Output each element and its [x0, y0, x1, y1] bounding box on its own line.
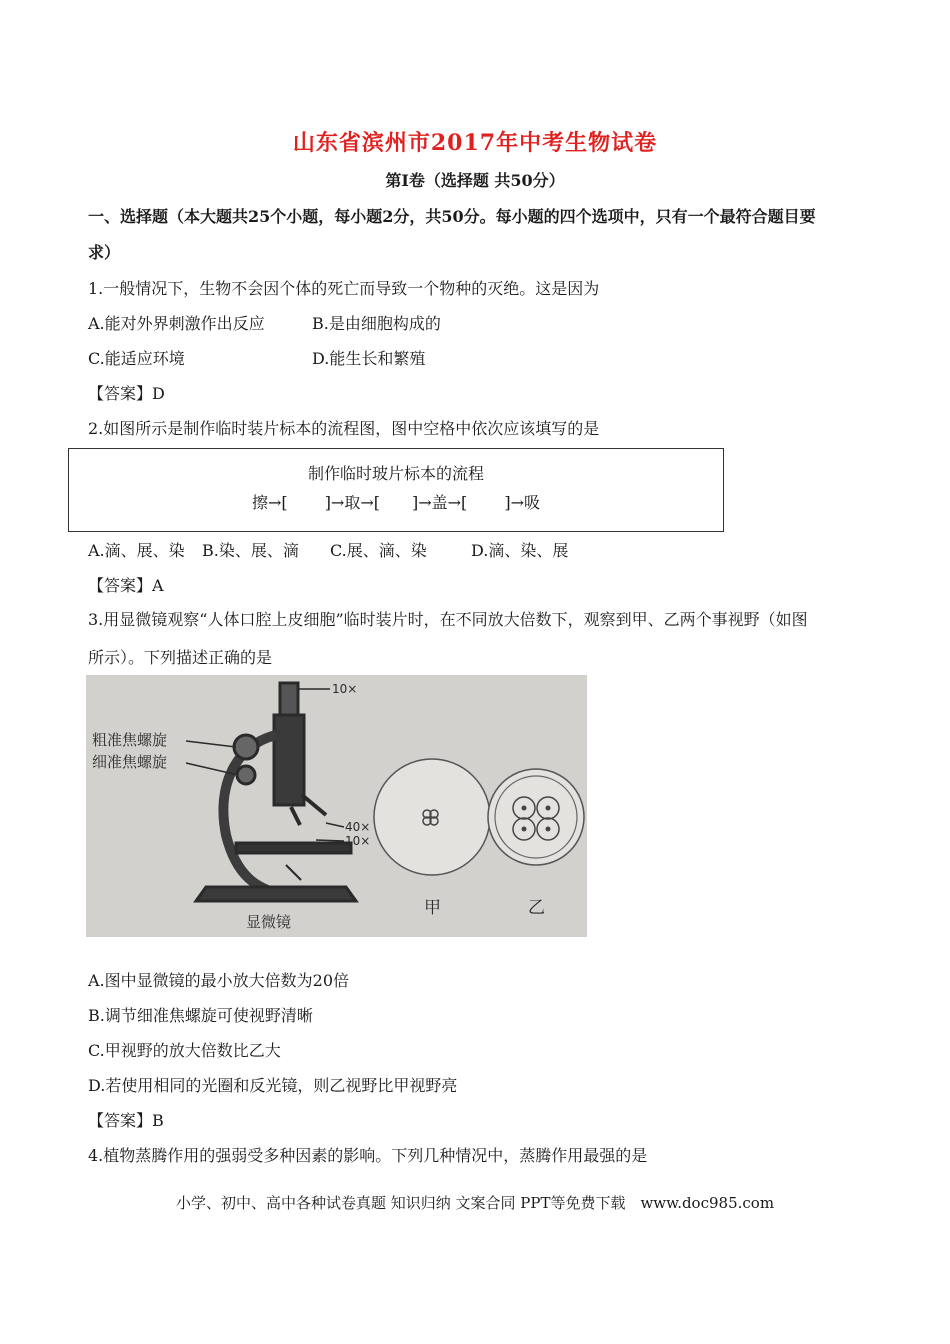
label-yi: 乙 — [528, 898, 545, 918]
q3-option-c: C.甲视野的放大倍数比乙大 — [88, 1041, 281, 1060]
section-heading-line2: 求） — [88, 243, 121, 262]
q1-answer: 【答案】D — [88, 384, 165, 403]
q1-option-b: B.是由细胞构成的 — [312, 314, 441, 333]
q3-option-b: B.调节细准焦螺旋可使视野清晰 — [88, 1006, 313, 1025]
q1-option-a: A.能对外界刺激作出反应 — [88, 314, 265, 333]
label-objective-10x: 10× — [345, 834, 371, 848]
page-footer: 小学、初中、高中各种试卷真题 知识归纳 文案合同 PPT等免费下载 www.doc985.com — [175, 1194, 775, 1212]
q2-option-a: A.滴、展、染 — [88, 541, 185, 560]
q1-option-c: C.能适应环境 — [88, 349, 185, 368]
label-fine-focus: 细准焦螺旋 — [92, 753, 168, 771]
view-jia — [374, 759, 490, 875]
q2-option-b: B.染、展、滴 — [202, 541, 299, 560]
section-heading-line1: 一、选择题（本大题共25个小题，每小题2分，共50分。每小题的四个选项中，只有一个最符合题目要 — [88, 207, 816, 226]
q2-option-d: D.滴、染、展 — [471, 541, 569, 560]
q3-option-a: A.图中显微镜的最小放大倍数为20倍 — [88, 971, 350, 990]
q2-stem: 2.如图所示是制作临时装片标本的流程图，图中空格中依次应该填写的是 — [88, 419, 600, 438]
q2-option-c: C.展、滴、染 — [330, 541, 427, 560]
label-microscope: 显微镜 — [246, 913, 292, 931]
q3-stem-line1: 3.用显微镜观察“人体口腔上皮细胞”临时装片时，在不同放大倍数下，观察到甲、乙两个事视野（如图 — [88, 610, 808, 629]
q3-stem-line2: 所示）。下列描述正确的是 — [88, 648, 273, 667]
flowchart-box — [68, 448, 724, 532]
q1-stem: 1.一般情况下，生物不会因个体的死亡而导致一个物种的灭绝。这是因为 — [88, 279, 600, 298]
view-yi — [488, 769, 584, 865]
flowchart-steps: 擦→[ ]→取→[ ]→盖→[ ]→吸 — [251, 493, 541, 512]
document-title: 山东省滨州市2017年中考生物试卷 — [292, 130, 658, 156]
q3-answer: 【答案】B — [88, 1111, 164, 1130]
flowchart-title: 制作临时玻片标本的流程 — [307, 464, 484, 483]
q4-stem: 4.植物蒸腾作用的强弱受多种因素的影响。下列几种情况中，蒸腾作用最强的是 — [88, 1146, 648, 1165]
part-heading: 第Ⅰ卷（选择题 共50分） — [385, 171, 565, 190]
q2-answer: 【答案】A — [88, 576, 164, 595]
q3-option-d: D.若使用相同的光圈和反光镜，则乙视野比甲视野亮 — [88, 1076, 458, 1095]
q1-option-d: D.能生长和繁殖 — [312, 349, 426, 368]
label-eyepiece-10x: 10× — [332, 682, 358, 696]
label-coarse-focus: 粗准焦螺旋 — [92, 731, 168, 749]
label-objective-40x: 40× — [345, 820, 371, 834]
microscope-figure — [86, 675, 587, 937]
label-jia: 甲 — [424, 898, 441, 918]
